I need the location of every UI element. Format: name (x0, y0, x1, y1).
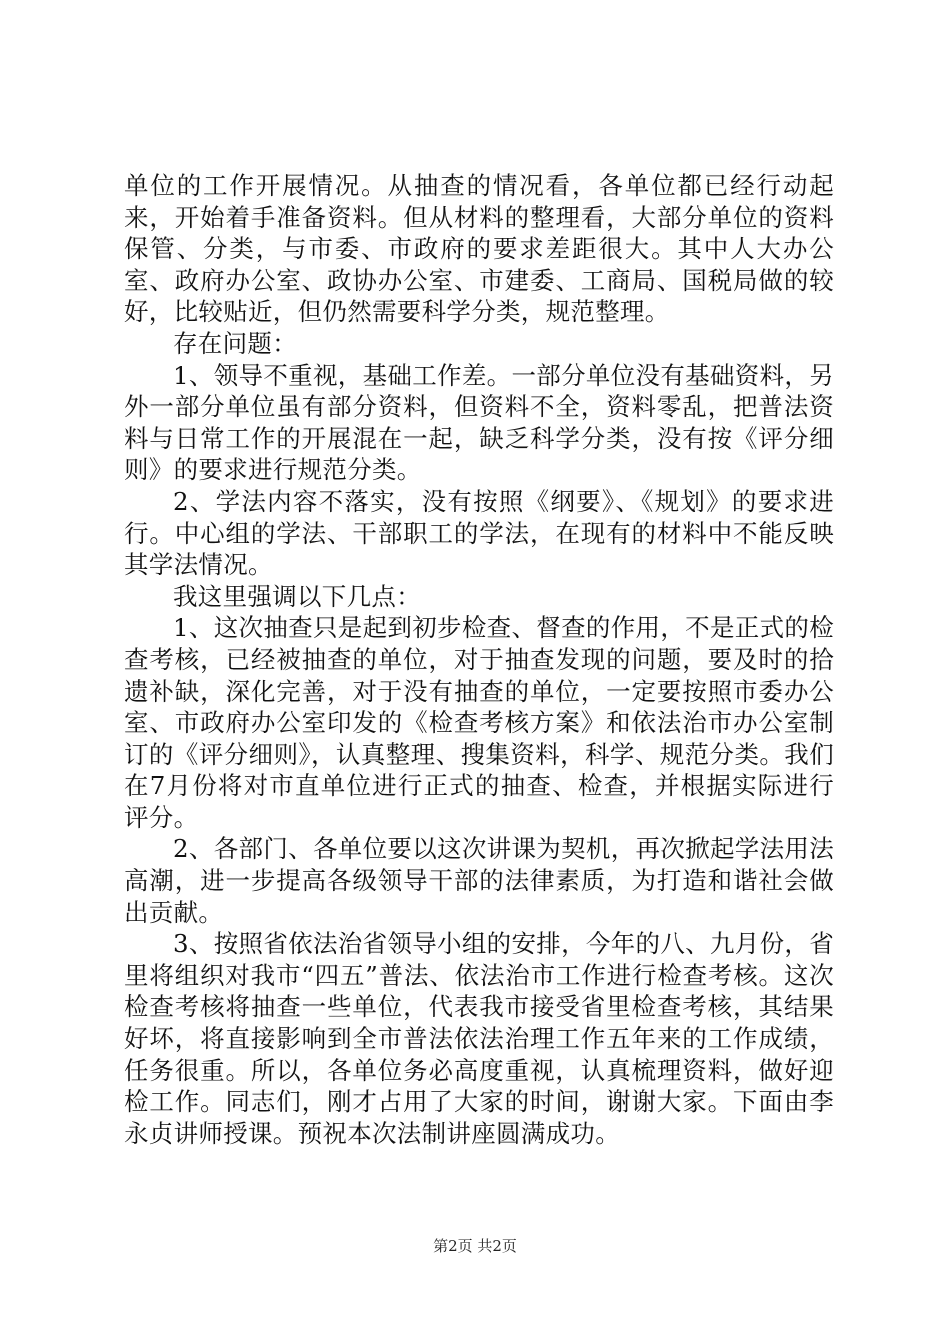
paragraph-point-1: 1、这次抽查只是起到初步检查、督查的作用，不是正式的检查考核，已经被抽查的单位，对于抽查发现的问题，要及时的拾遗补缺，深化完善，对于没有抽查的单位，一定要按照市委办公室、市政府办公室印发的《检查考核方案》和依法治市办公室制订的《评分细则》，认真整理、搜集资料，科学、规范分类。我们在7月份将对市直单位进行正式的抽查、检查，并根据实际进行评分。 (124, 613, 834, 832)
paragraph-emphasis-heading: 我这里强调以下几点： (173, 581, 421, 611)
paragraph-problems-heading: 存在问题： (173, 328, 297, 358)
paragraph-work-status: 单位的工作开展情况。从抽查的情况看，各单位都已经行动起来，开始着手准备资料。但从材料的整理看，大部分单位的资料保管、分类，与市委、市政府的要求差距很大。其中人大办公室、政府办公室、政协办公室、市建委、工商局、国税局做的较好，比较贴近，但仍然需要科学分类，规范整理。 (124, 171, 834, 327)
page-footer (0, 1236, 950, 1256)
paragraph-point-2: 2、各部门、各单位要以这次讲课为契机，再次掀起学法用法高潮，进一步提高各级领导干部的法律素质，为打造和谐社会做出贡献。 (124, 834, 834, 927)
paragraph-problem-2: 2、学法内容不落实，没有按照《纲要》、《规划》的要求进行。中心组的学法、干部职工的学法，在现有的材料中不能反映其学法情况。 (124, 486, 834, 580)
paragraph-problem-1: 1、领导不重视，基础工作差。一部分单位没有基础资料，另外一部分单位虽有部分资料，但资料不全，资料零乱，把普法资料与日常工作的开展混在一起，缺乏科学分类，没有按《评分细则》的要求进行规范分类。 (124, 360, 834, 485)
paragraph-point-3: 3、按照省依法治省领导小组的安排，今年的八、九月份，省里将组织对我市“四五”普法、依法治市工作进行检查考核。这次检查考核将抽查一些单位，代表我市接受省里检查考核，其结果好坏，将直接影响到全市普法依法治理工作五年来的工作成绩，任务很重。所以，各单位务必高度重视，认真梳理资料，做好迎检工作。同志们，刚才占用了大家的时间，谢谢大家。下面由李永贞讲师授课。预祝本次法制讲座圆满成功。 (124, 929, 834, 1148)
document-body (124, 170, 834, 1149)
page-number: 第2页 共2页 (433, 1237, 517, 1255)
